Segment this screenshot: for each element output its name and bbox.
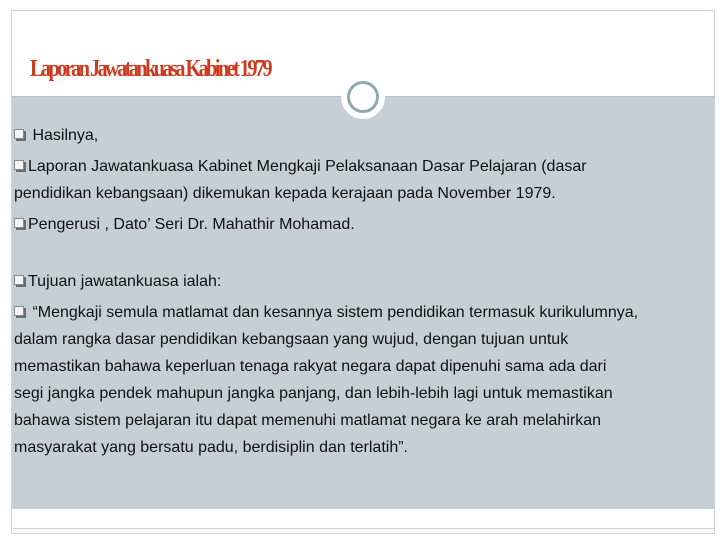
square-bullet-icon xyxy=(14,129,24,139)
bullet-item xyxy=(14,299,714,326)
bullet-text: Hasilnya, xyxy=(28,127,99,144)
continuation-line: masyarakat yang bersatu padu, berdisiplin dan terlatih”. xyxy=(14,439,408,456)
continuation-line: segi jangka pendek mahupun jangka panjang, dan lebih-lebih lagi untuk memastikan xyxy=(14,385,613,402)
square-bullet-icon xyxy=(14,306,24,316)
continuation-line: bahawa sistem pelajaran itu dapat memenuhi matlamat negara ke arah melahirkan xyxy=(14,412,601,429)
square-bullet-icon xyxy=(14,275,24,285)
bullet-item xyxy=(14,122,714,149)
slide-body xyxy=(14,122,714,461)
divider-ring-ornament xyxy=(341,75,385,119)
continuation-line: dalam rangka dasar pendidikan kebangsaan yang wujud, dengan tujuan untuk xyxy=(14,331,569,348)
square-bullet-icon xyxy=(14,160,24,170)
bullet-text: Laporan Jawatankuasa Kabinet Mengkaji Pelaksanaan Dasar Pelajaran (dasar xyxy=(28,158,587,175)
continuation-line: memastikan bahawa keperluan tenaga rakyat negara dapat dipenuhi sama ada dari xyxy=(14,358,607,375)
continuation-line: pendidikan kebangsaan) dikemukan kepada kerajaan pada November 1979. xyxy=(14,185,556,202)
bullet-item xyxy=(14,268,714,295)
slide-bottom-rule xyxy=(13,528,715,533)
bullet-text: Tujuan jawatankuasa ialah: xyxy=(28,273,222,290)
ring-inner xyxy=(347,81,379,113)
bullet-text: Pengerusi , Dato’ Seri Dr. Mahathir Mohamad. xyxy=(28,216,355,233)
square-bullet-icon xyxy=(14,218,24,228)
bullet-item xyxy=(14,211,714,238)
slide-title: Laporan Jawatankuasa Kabinet 1979 xyxy=(30,56,271,82)
bullet-item xyxy=(14,153,714,180)
bullet-text: “Mengkaji semula matlamat dan kesannya sistem pendidikan termasuk kurikulumnya, xyxy=(28,304,639,321)
